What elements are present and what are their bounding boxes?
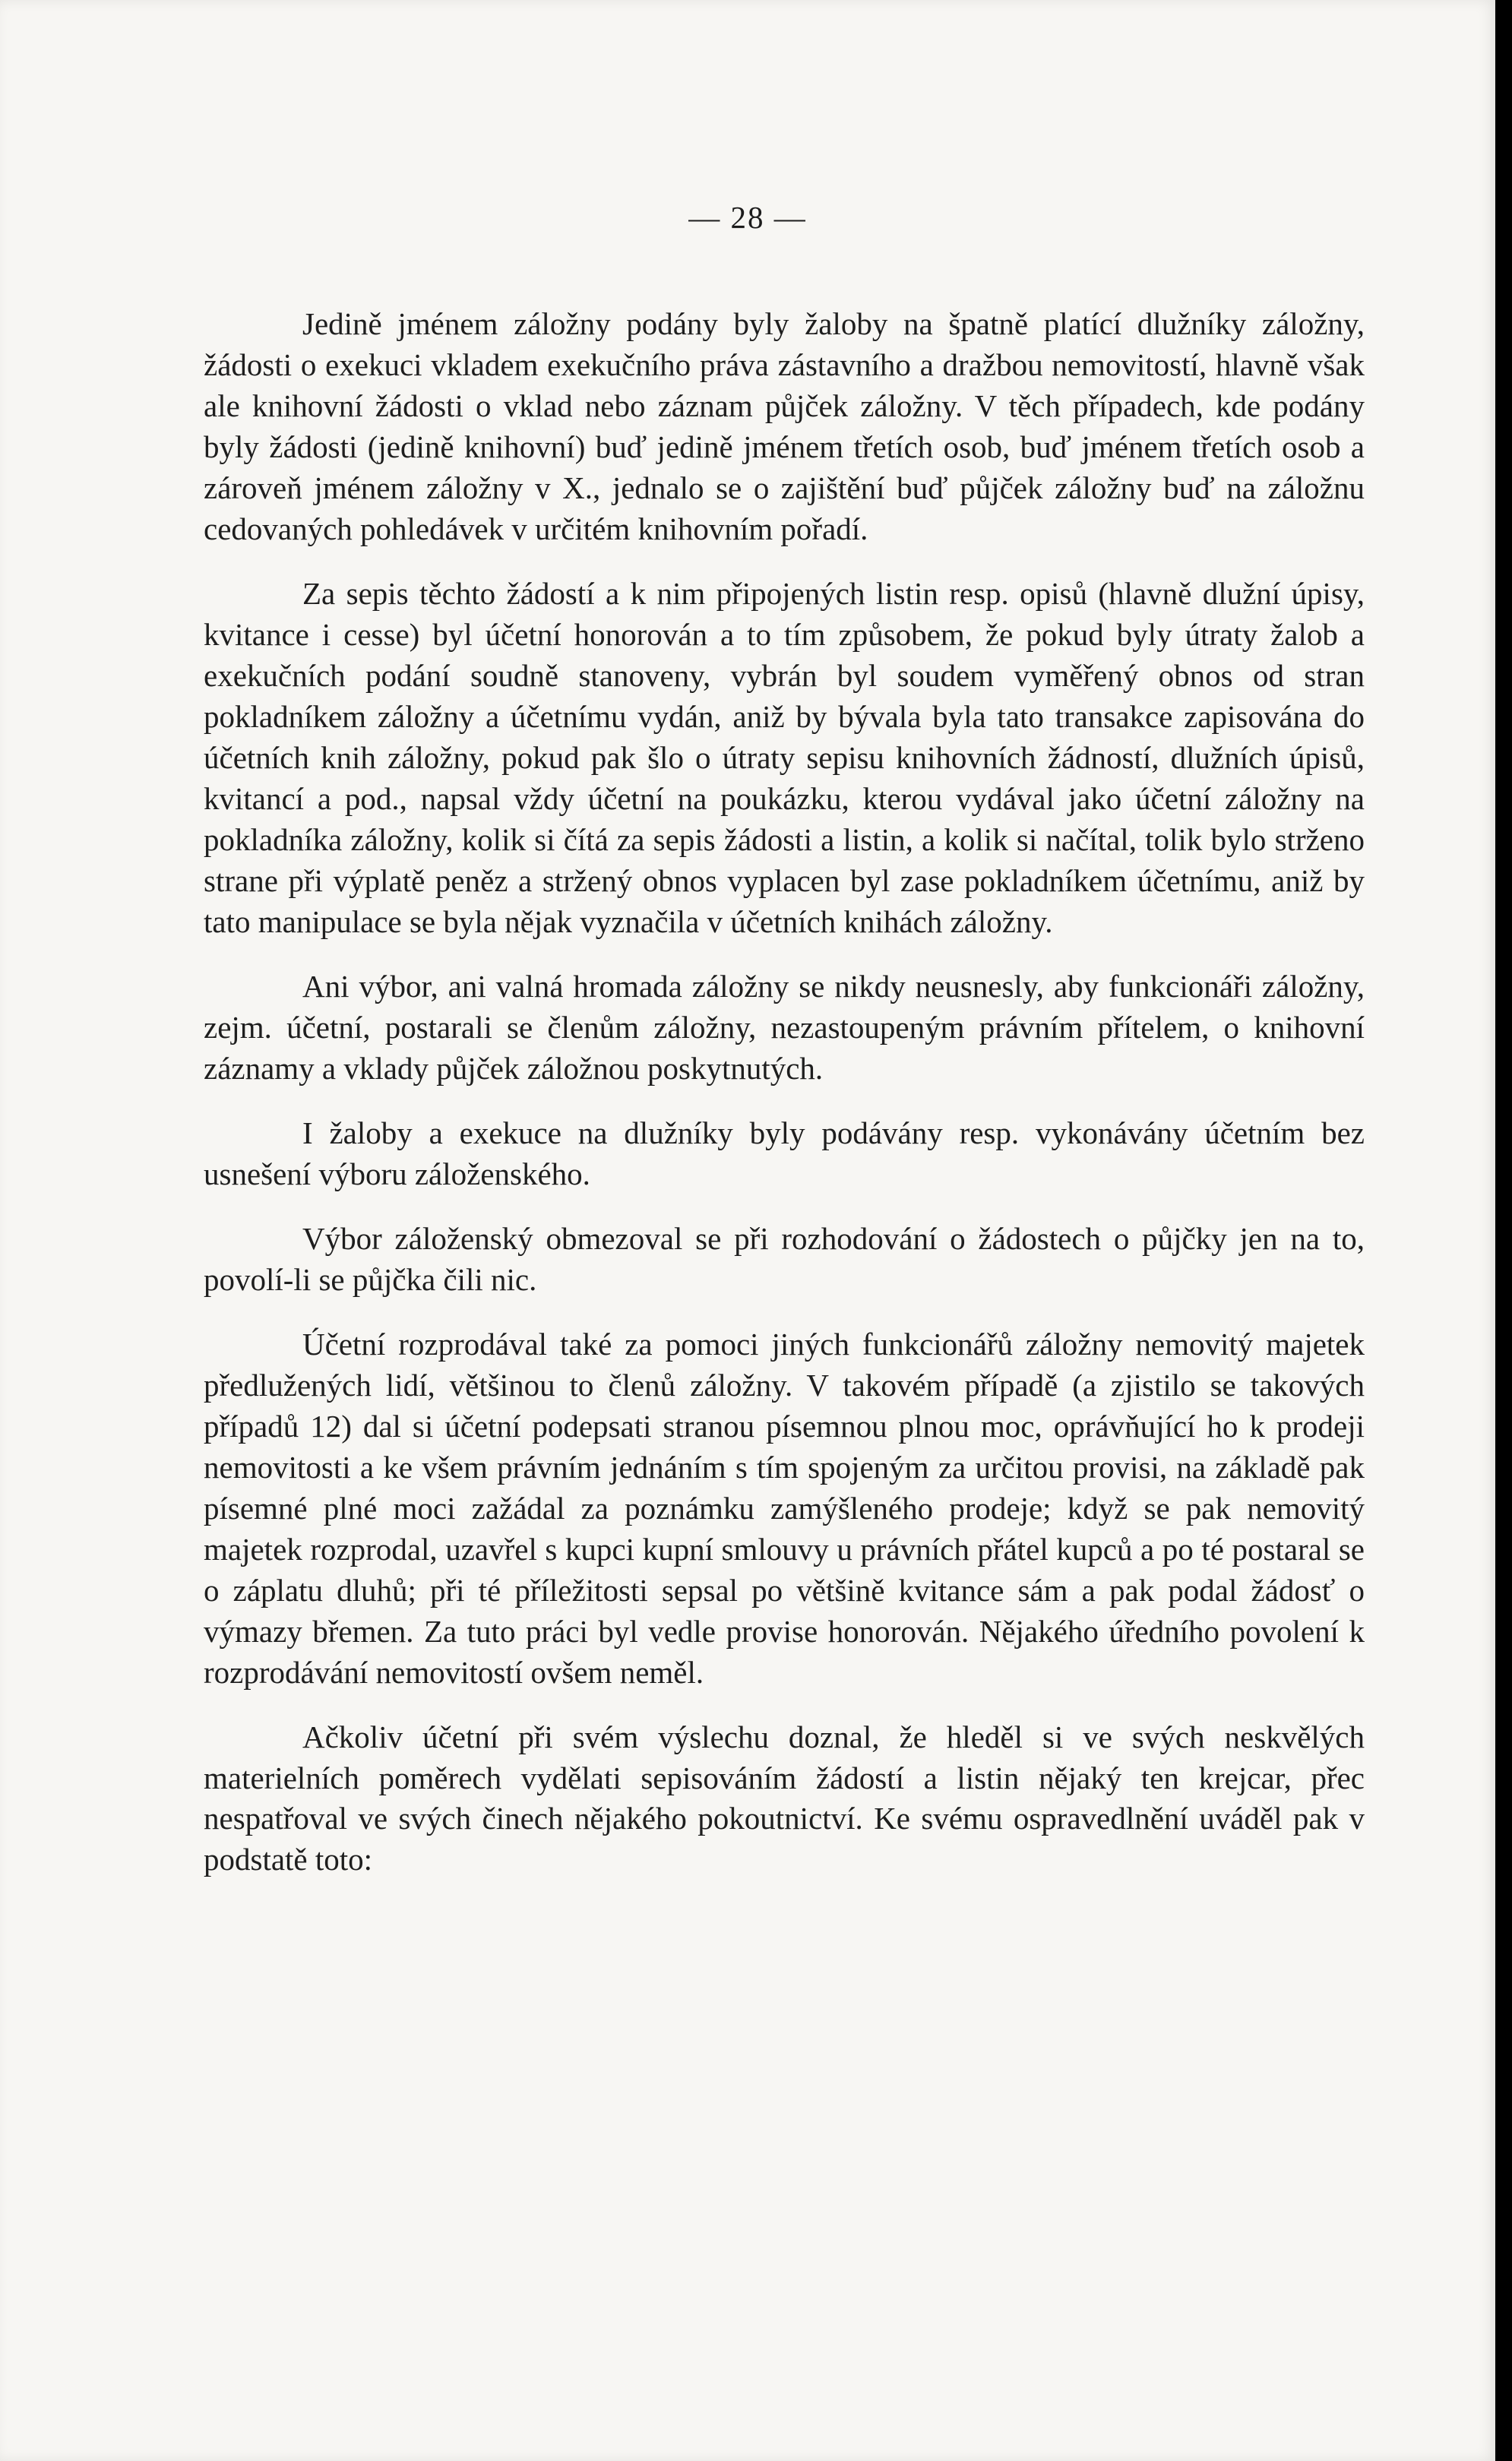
paragraph: Jedině jménem záložny podány byly žaloby na špatně platící dlužníky záložny, žádosti o exekuci vkladem exekučního práva zástavního a dražbou nemovitostí, hlavně však ale knihovní žádosti o vklad nebo záznam půjček záložny. V těch případech, kde podány byly žádosti (jedině knihovní) buď jedině jménem třetích osob, buď jménem třetích osob a zároveň jménem záložny v X., jednalo se o zajištění buď půjček záložny buď na záložnu cedovaných pohledávek v určitém knihovním pořadí.	[204, 306, 1365, 546]
paragraph: Za sepis těchto žádostí a k nim připojených listin resp. opisů (hlavně dlužní úpisy, kvitance i cesse) byl účetní honorován a to tím způsobem, že pokud byly útraty žalob a exekučních podání soudně stanoveny, vybrán byl soudem vyměřený obnos od stran pokladníkem záložny a účetnímu vydán, aniž by bývala byla tato transakce zapisována do účetních knih záložny, pokud pak šlo o útraty sepisu knihovních žádností, dlužních úpisů, kvitancí a pod., napsal vždy účetní na poukázku, kterou vydával jako účetní záložny na pokladníka záložny, kolik si čítá za sepis žádosti a listin, a kolik si načítal, tolik bylo strženo strane při výplatě peněz a stržený obnos vyplacen byl zase pokladníkem účetnímu, aniž by tato manipulace se byla nějak vyznačila v účetních knihách záložny.	[204, 575, 1365, 939]
scan-edge	[1495, 0, 1512, 2461]
paragraph: I žaloby a exekuce na dlužníky byly podávány resp. vykonávány účetním bez usnešení výboru záloženského.	[204, 1115, 1365, 1191]
paragraph: Ačkoliv účetní při svém výslechu doznal, že hleděl si ve svých neskvělých materielních poměrech vydělati sepisováním žádostí a listin nějaký ten krejcar, přec nespatřoval ve svých činech nějakého pokoutnictví. Ke svému ospravedlnění uváděl pak v podstatě toto:	[204, 1719, 1365, 1877]
page-body	[204, 304, 1365, 1881]
page-number: — 28 —	[688, 200, 807, 235]
paragraph: Ani výbor, ani valná hromada záložny se nikdy neusnesly, aby funkcionáři záložny, zejm. účetní, postarali se členům záložny, nezastoupeným právním přítelem, o knihovní záznamy a vklady půjček záložnou poskytnutých.	[204, 968, 1365, 1086]
paragraph: Výbor záloženský obmezoval se při rozhodování o žádostech o půjčky jen na to, povolí-li se půjčka čili nic.	[204, 1220, 1365, 1297]
paragraph: Účetní rozprodával také za pomoci jiných funkcionářů záložny nemovitý majetek předlužených lidí, většinou to členů záložny. V takovém případě (a zjistilo se takových případů 12) dal si účetní podepsati stranou písemnou plnou moc, oprávňující ho k prodeji nemovitosti a ke všem právním jednáním s tím spojeným za určitou provisi, na základě pak písemné plné moci zažádal za poznámku zamýšleného prodeje; když se pak nemovitý majetek rozprodal, uzavřel s kupci kupní smlouvy u právních přátel kupců a po té postaral se o záplatu dluhů; při té příležitosti sepsal po většině kvitance sám a pak podal žádosť o výmazy břemen. Za tuto práci byl vedle provise honorován. Nějakého úředního povolení k rozprodávání nemovitostí ovšem neměl.	[204, 1326, 1365, 1690]
